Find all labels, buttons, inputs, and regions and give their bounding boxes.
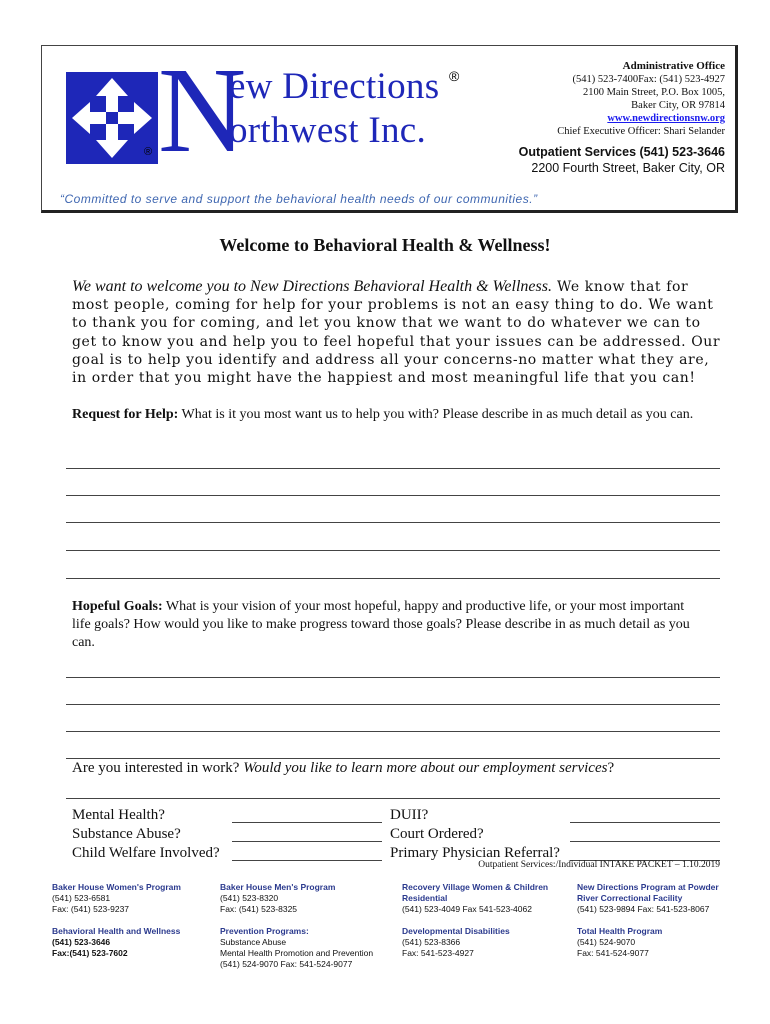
footer-program-line: Fax: (541) 523-9237	[52, 904, 130, 914]
mental-health-blank[interactable]	[232, 822, 382, 823]
duii-blank[interactable]	[570, 822, 720, 823]
admin-address1: 2100 Main Street, P.O. Box 1005,	[582, 87, 725, 98]
admin-phone: (541) 523-7400Fax: (541) 523-4927	[572, 74, 725, 85]
footer-program-title: Baker House Women's Program	[52, 882, 181, 892]
request-answer-line-3[interactable]	[66, 522, 720, 523]
request-label: Request for Help:	[72, 407, 179, 422]
footer-program	[577, 882, 727, 915]
outpatient-services-block	[519, 144, 725, 176]
footer-program-title: Recovery Village Women & Children Residential	[402, 882, 549, 903]
request-answer-line-4[interactable]	[66, 550, 720, 551]
footer-program-line: Fax: (541) 523-8325	[220, 904, 298, 914]
admin-title: Administrative Office	[622, 60, 725, 72]
letterhead	[41, 45, 738, 213]
footer-program-line: (541) 523-4049 Fax 541-523-4062	[402, 904, 532, 914]
logo-initial: N	[158, 43, 247, 178]
goals-label: Hopeful Goals:	[72, 599, 163, 614]
work-italic: Would you like to learn more about our employment services	[243, 760, 608, 776]
request-answer-line-1[interactable]	[66, 468, 720, 469]
work-end: ?	[607, 760, 615, 776]
employment-answer-line[interactable]	[66, 798, 720, 799]
checklist-physician-referral: Primary Physician Referral?	[390, 845, 560, 861]
goals-answer-line-1[interactable]	[66, 677, 720, 678]
substance-abuse-blank[interactable]	[232, 841, 382, 842]
goals-answer-line-4[interactable]	[66, 758, 720, 759]
intro-italic: We want to welcome you to New Directions Behavioral Health & Wellness.	[72, 278, 552, 295]
website-link[interactable]: www.newdirectionsnw.org	[607, 113, 725, 124]
footer-program-line: (541) 523-8366	[402, 937, 461, 947]
footer-program	[402, 882, 567, 915]
footer-program-title: Prevention Programs:	[220, 926, 309, 936]
registered-mark-large: ®	[449, 68, 460, 84]
checklist-child-welfare: Child Welfare Involved?	[72, 845, 220, 861]
footer-program	[402, 926, 567, 959]
work-plain: Are you interested in work?	[72, 760, 240, 776]
request-text: What is it you most want us to help you with? Please describe in as much detail as you can.	[181, 407, 694, 422]
footer-program-title: Total Health Program	[577, 926, 663, 936]
administrative-office-block	[557, 60, 725, 138]
checklist-duii: DUII?	[390, 807, 429, 823]
child-welfare-blank[interactable]	[232, 860, 382, 861]
footer-program-line: (541) 524-9070 Fax: 541-524-9077	[220, 959, 353, 969]
organization-logo	[66, 43, 466, 178]
request-question	[72, 406, 702, 424]
request-answer-line-2[interactable]	[66, 495, 720, 496]
employment-question	[72, 760, 614, 777]
outpatient-title: Outpatient Services (541) 523-3646	[518, 145, 725, 159]
footer-program-line: (541) 523-8320	[220, 893, 279, 903]
footer-program-line: (541) 523-9894 Fax: 541-523-8067	[577, 904, 710, 914]
footer-program-title: Developmental Disabilities	[402, 926, 510, 936]
footer-program-line: Fax: 541-523-4927	[402, 948, 474, 958]
logo-text-line1: ew Directions	[229, 66, 440, 107]
request-answer-line-5[interactable]	[66, 578, 720, 579]
footer-program-line: Substance Abuse	[220, 937, 287, 947]
footer-program	[220, 882, 390, 915]
goals-text: What is your vision of your most hopeful, happy and productive life, or your most important life goals? How would you like to make progress toward those goals? Please describe in as much detail as you can.	[72, 599, 690, 650]
checklist-mental-health: Mental Health?	[72, 807, 165, 823]
checklist-court-ordered: Court Ordered?	[390, 826, 484, 842]
footer-program-line: Fax:(541) 523-7602	[52, 948, 128, 958]
page-title: Welcome to Behavioral Health & Wellness!	[219, 235, 551, 255]
footer-program	[52, 926, 212, 959]
footer-program-line: (541) 523-6581	[52, 893, 111, 903]
intro-body: We know that for most people, coming for help for your problems is not an easy thing to do. We want to thank you for coming, and let you know that we want to do whatever we can to get to know you and help you to feel hopeful that your issues can be addressed. Our goal is to help you identify and address all your concerns-no matter what they are, in order that you might have the happiest and most meaningful life that you can!	[72, 279, 721, 387]
footer-program	[220, 926, 395, 970]
footer-program	[52, 882, 212, 915]
logo-text-line2: orthwest Inc.	[229, 110, 427, 151]
outpatient-address: 2200 Fourth Street, Baker City, OR	[531, 161, 725, 175]
goals-answer-line-2[interactable]	[66, 704, 720, 705]
footer-program	[577, 926, 727, 959]
footer-program-line: Fax: 541-524-9077	[577, 948, 649, 958]
footer-program-line: (541) 524-9070	[577, 937, 636, 947]
footer-program-line: Mental Health Promotion and Prevention	[220, 948, 374, 958]
registered-mark: ®	[144, 146, 153, 158]
goals-question	[72, 598, 702, 652]
tagline: “Committed to serve and support the behavioral health needs of our communities.”	[60, 192, 538, 206]
footer-program-title: Baker House Men's Program	[220, 882, 336, 892]
packet-footer-note: Outpatient Services:/Individual INTAKE PACKET – 1.10.2019	[478, 860, 720, 870]
intro-paragraph	[72, 278, 722, 387]
checklist-substance-abuse: Substance Abuse?	[72, 826, 181, 842]
ceo-name: Chief Executive Officer: Shari Selander	[557, 126, 725, 137]
goals-answer-line-3[interactable]	[66, 731, 720, 732]
admin-address2: Baker City, OR 97814	[631, 100, 725, 111]
footer-program-title: Behavioral Health and Wellness	[52, 926, 181, 936]
court-ordered-blank[interactable]	[570, 841, 720, 842]
footer-program-line: (541) 523-3646	[52, 937, 111, 947]
footer-program-title: New Directions Program at Powder River Correctional Facility	[577, 882, 719, 903]
